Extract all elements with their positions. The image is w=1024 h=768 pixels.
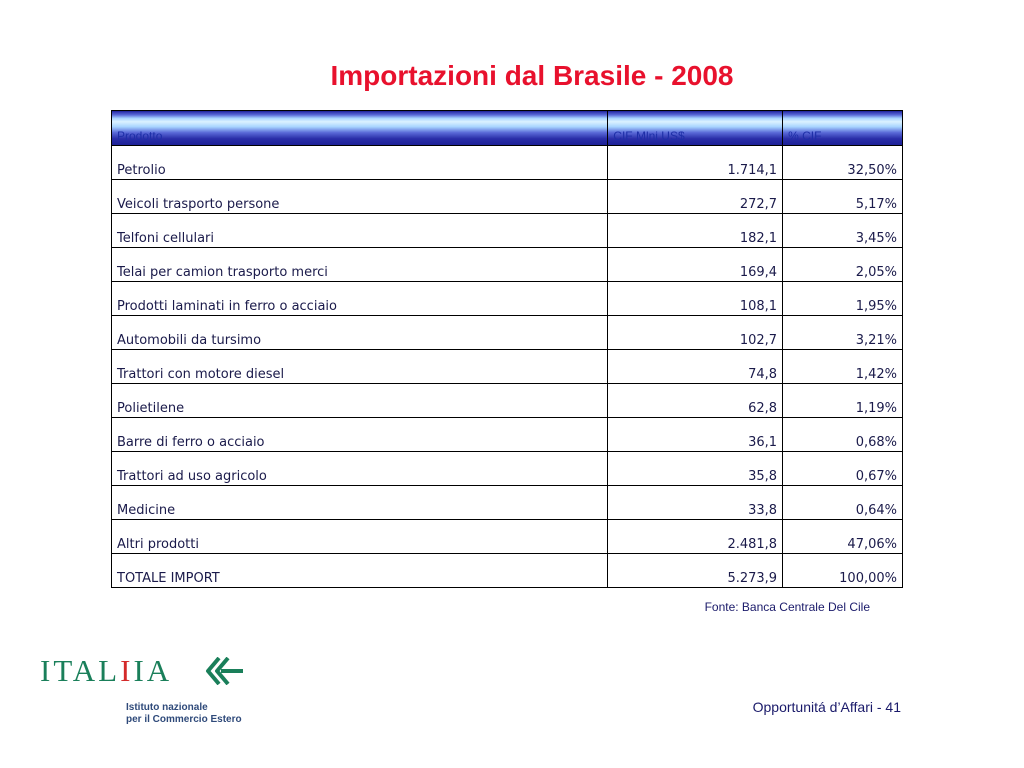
table-row — [112, 452, 903, 486]
cell-cif: 169,4 — [608, 248, 783, 282]
cell-cif: 182,1 — [608, 214, 783, 248]
cell-prodotto: Automobili da tursimo — [112, 316, 608, 350]
cell-cif: 33,8 — [608, 486, 783, 520]
cell-cif: 1.714,1 — [608, 146, 783, 180]
table-row — [112, 214, 903, 248]
table-row — [112, 248, 903, 282]
table-row — [112, 554, 903, 588]
table-row — [112, 486, 903, 520]
cell-cif: 5.273,9 — [608, 554, 783, 588]
cell-prodotto: Telfoni cellulari — [112, 214, 608, 248]
header-cif: CIF Mlni US$ — [608, 111, 783, 146]
cell-cif: 62,8 — [608, 384, 783, 418]
cell-cif: 272,7 — [608, 180, 783, 214]
cell-cif: 102,7 — [608, 316, 783, 350]
cell-prodotto: Polietilene — [112, 384, 608, 418]
cell-percent-cif: 5,17% — [783, 180, 903, 214]
cell-prodotto: Trattori con motore diesel — [112, 350, 608, 384]
wordmark-red-letter: I — [120, 653, 134, 688]
cell-percent-cif: 0,64% — [783, 486, 903, 520]
table-row — [112, 350, 903, 384]
cell-percent-cif: 100,00% — [783, 554, 903, 588]
table-row — [112, 520, 903, 554]
table-row — [112, 180, 903, 214]
cell-cif: 36,1 — [608, 418, 783, 452]
cell-cif: 74,8 — [608, 350, 783, 384]
cell-prodotto: Medicine — [112, 486, 608, 520]
cell-prodotto: Altri prodotti — [112, 520, 608, 554]
cell-cif: 35,8 — [608, 452, 783, 486]
cell-cif: 108,1 — [608, 282, 783, 316]
wordmark-end: IA — [133, 653, 173, 688]
ice-arrows-logo-icon — [205, 657, 245, 685]
cell-prodotto: Barre di ferro o acciaio — [112, 418, 608, 452]
wordmark-start: ITAL — [40, 653, 121, 688]
slide-title: Importazioni dal Brasile - 2008 — [330, 60, 734, 91]
table-body — [112, 146, 903, 588]
cell-cif: 2.481,8 — [608, 520, 783, 554]
cell-prodotto: Telai per camion trasporto merci — [112, 248, 608, 282]
cell-percent-cif: 3,21% — [783, 316, 903, 350]
cell-prodotto: Petrolio — [112, 146, 608, 180]
cell-prodotto: Veicoli trasporto persone — [112, 180, 608, 214]
cell-percent-cif: 0,67% — [783, 452, 903, 486]
cell-prodotto: Trattori ad uso agricolo — [112, 452, 608, 486]
imports-table — [111, 110, 903, 588]
table-row — [112, 282, 903, 316]
cell-percent-cif: 1,19% — [783, 384, 903, 418]
source-note: Fonte: Banca Centrale Del Cile — [704, 600, 870, 614]
table-row — [112, 316, 903, 350]
cell-percent-cif: 1,42% — [783, 350, 903, 384]
cell-prodotto: TOTALE IMPORT — [112, 554, 608, 588]
table-row — [112, 384, 903, 418]
italia-wordmark — [40, 655, 172, 686]
cell-percent-cif: 3,45% — [783, 214, 903, 248]
institute-name — [126, 702, 242, 726]
table-row — [112, 418, 903, 452]
cell-percent-cif: 0,68% — [783, 418, 903, 452]
institute-line-1: Istituto nazionale — [126, 702, 208, 713]
table-row — [112, 146, 903, 180]
header-prodotto: Prodotto — [112, 111, 608, 146]
page-footer: Opportunitá d’Affari - 41 — [752, 699, 901, 715]
institute-line-2: per il Commercio Estero — [126, 714, 242, 725]
header-percent-cif: % CIF — [783, 111, 903, 146]
cell-percent-cif: 47,06% — [783, 520, 903, 554]
cell-percent-cif: 32,50% — [783, 146, 903, 180]
cell-percent-cif: 2,05% — [783, 248, 903, 282]
table-header-row — [112, 111, 903, 146]
cell-percent-cif: 1,95% — [783, 282, 903, 316]
italia-logo — [40, 655, 172, 686]
cell-prodotto: Prodotti laminati in ferro o acciaio — [112, 282, 608, 316]
